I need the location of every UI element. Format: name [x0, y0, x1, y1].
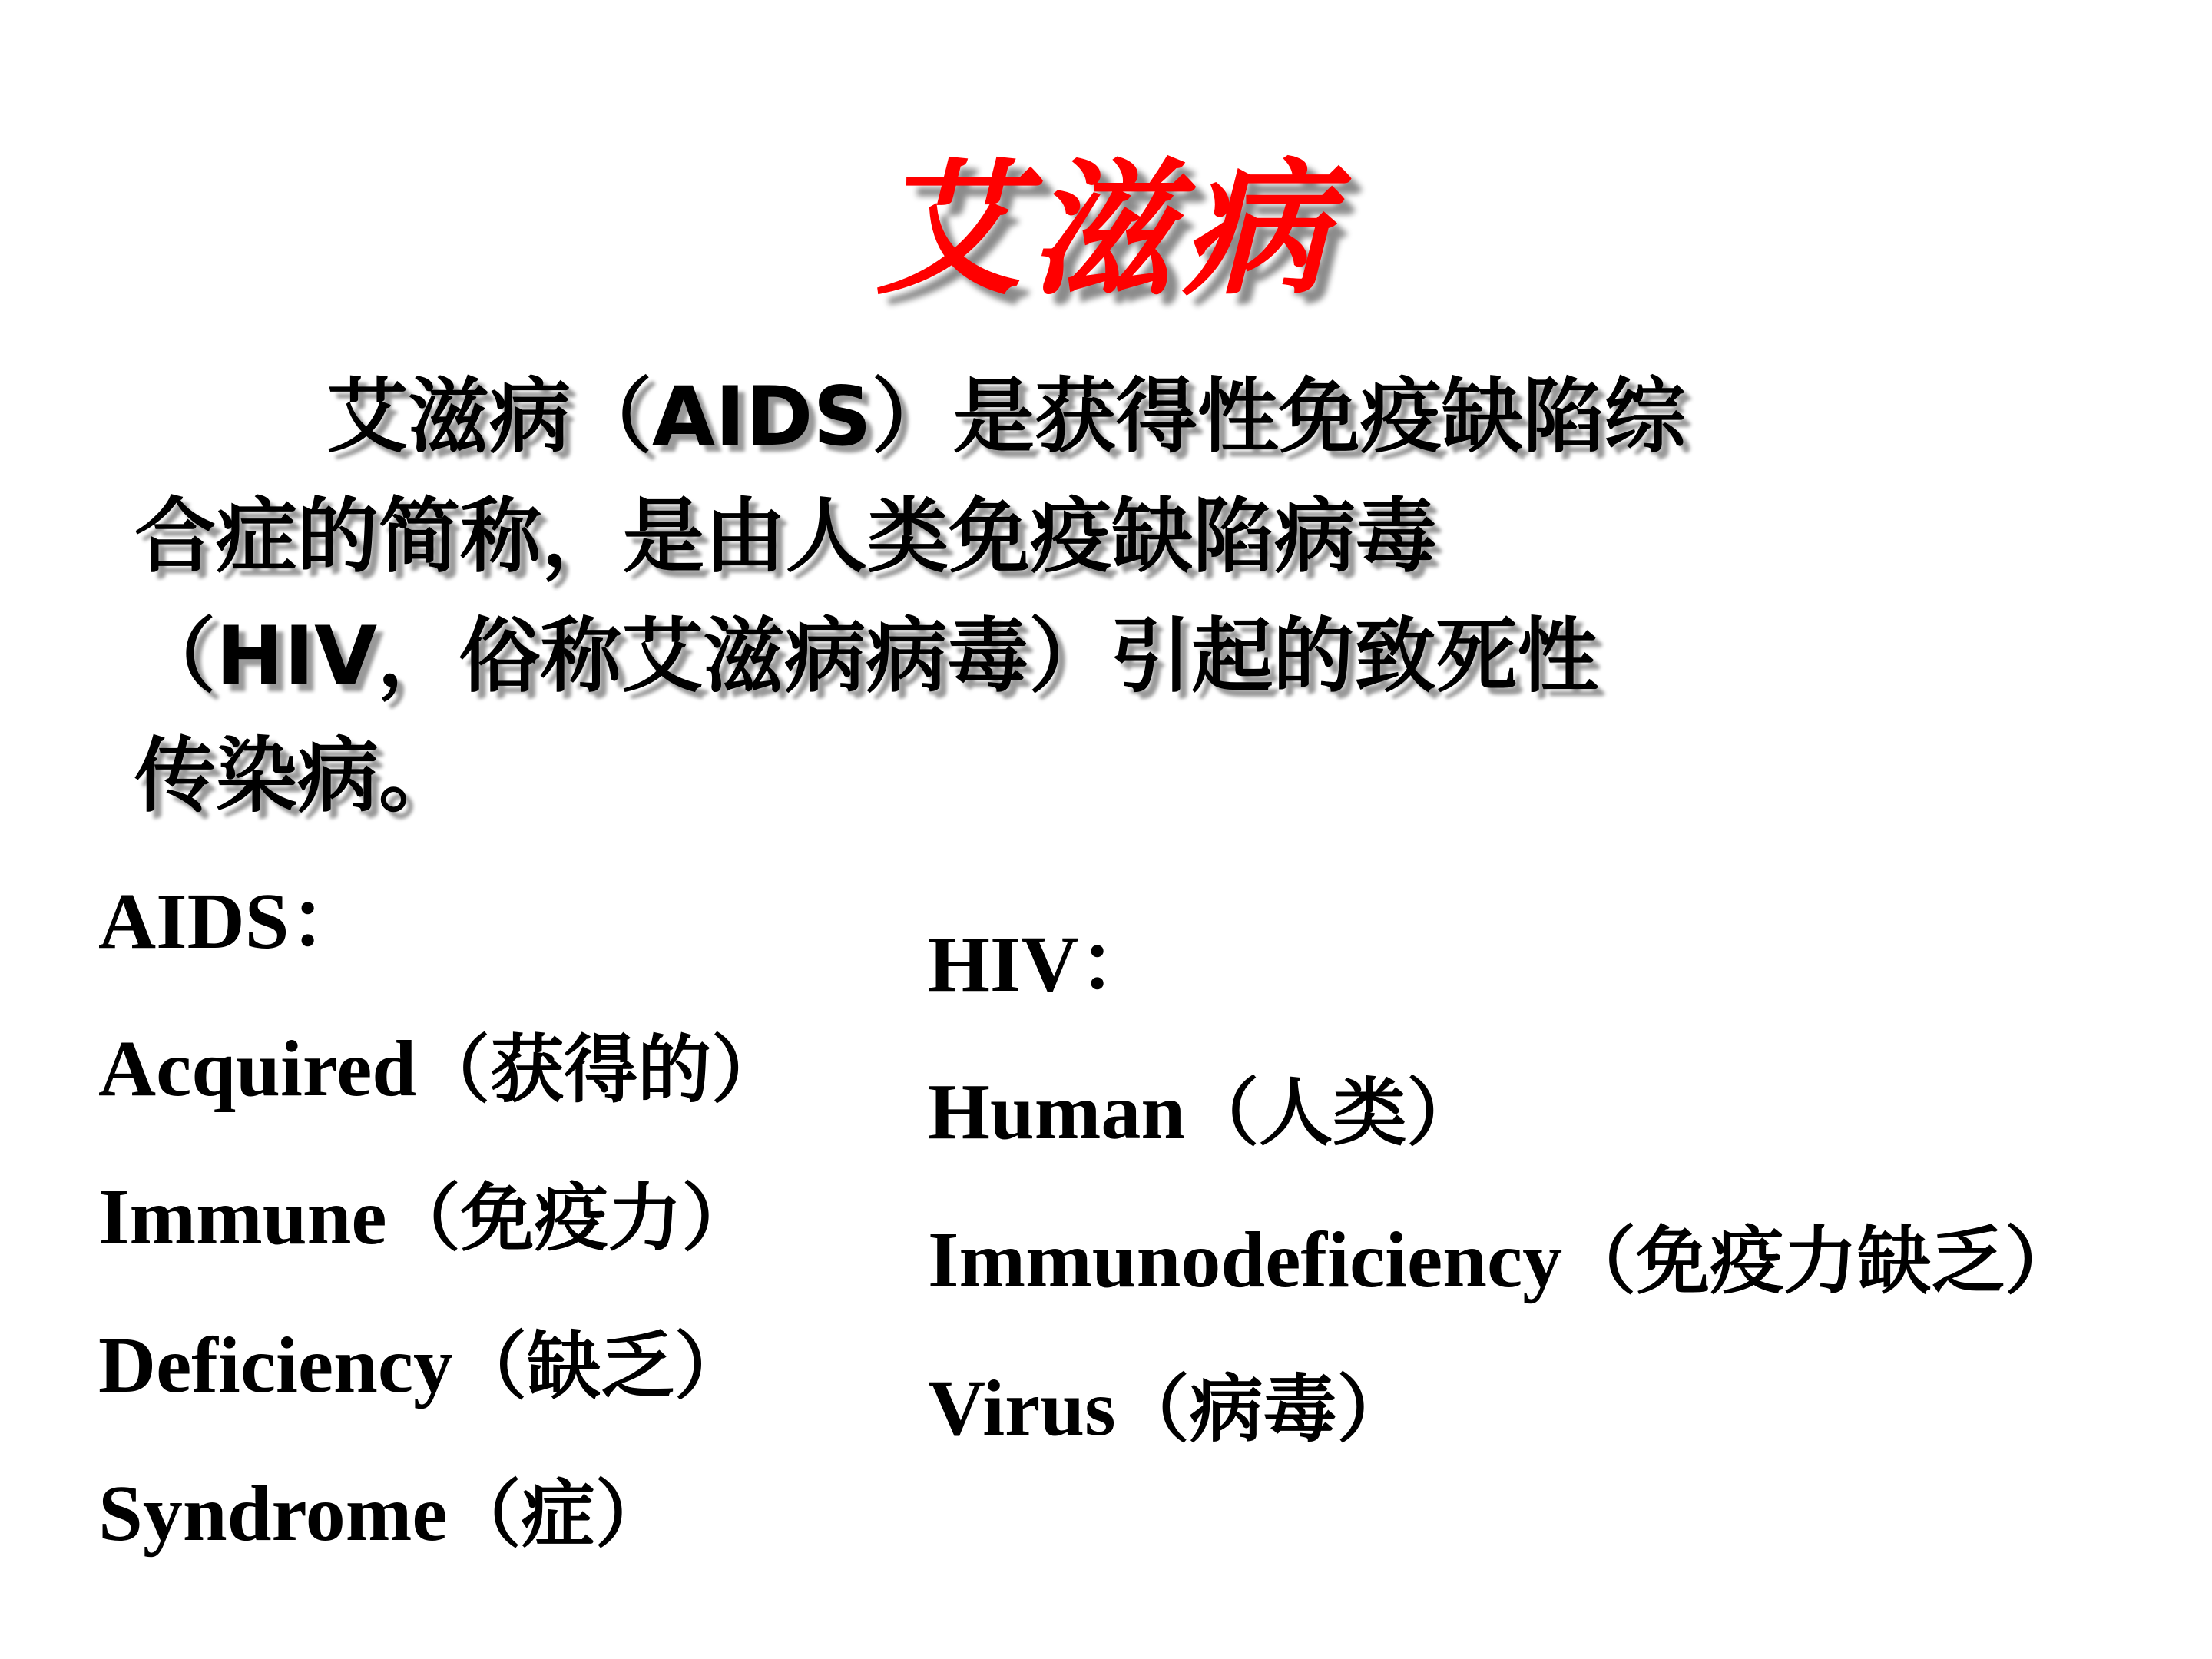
- term-chinese: （症）: [447, 1472, 669, 1558]
- hiv-term-virus: [928, 1335, 2078, 1483]
- aids-heading: AIDS：: [98, 877, 369, 965]
- term-english: Immunodeficiency: [928, 1216, 1563, 1304]
- intro-line-3: （HIV，俗称艾滋病病毒）引起的致死性: [134, 609, 1599, 704]
- term-english: Immune: [98, 1173, 387, 1261]
- term-english: Acquired: [98, 1025, 417, 1113]
- aids-term-acquired: [98, 995, 785, 1144]
- term-english: Deficiency: [98, 1321, 454, 1409]
- term-english: Human: [928, 1068, 1186, 1156]
- aids-term-deficiency: [98, 1292, 785, 1440]
- term-chinese: （获得的）: [416, 1027, 786, 1113]
- term-chinese: （免疫力）: [386, 1175, 756, 1261]
- intro-paragraph: [134, 357, 2070, 836]
- term-chinese: （免疫力缺乏）: [1562, 1218, 2079, 1304]
- term-chinese: （缺乏）: [453, 1323, 749, 1409]
- term-chinese: （人类）: [1185, 1070, 1481, 1156]
- intro-line-4: 传染病。: [134, 729, 460, 823]
- term-chinese: （病毒）: [1115, 1366, 1411, 1452]
- hiv-glossary: [928, 891, 2078, 1483]
- intro-line-2: 合症的简称，是由人类免疫缺陷病毒: [134, 489, 1437, 584]
- aids-glossary: [98, 848, 785, 1588]
- hiv-term-immunodeficiency: [928, 1187, 2078, 1335]
- aids-term-immune: [98, 1144, 785, 1292]
- hiv-term-human: [928, 1038, 2078, 1187]
- aids-term-syndrome: [98, 1440, 785, 1588]
- term-english: Syndrome: [98, 1469, 448, 1558]
- intro-line-1: 艾滋病（AIDS）是获得性免疫缺陷综: [326, 369, 1686, 464]
- hiv-heading: HIV：: [928, 920, 1159, 1008]
- term-english: Virus: [928, 1364, 1116, 1452]
- slide-title: 艾滋病: [875, 145, 1336, 315]
